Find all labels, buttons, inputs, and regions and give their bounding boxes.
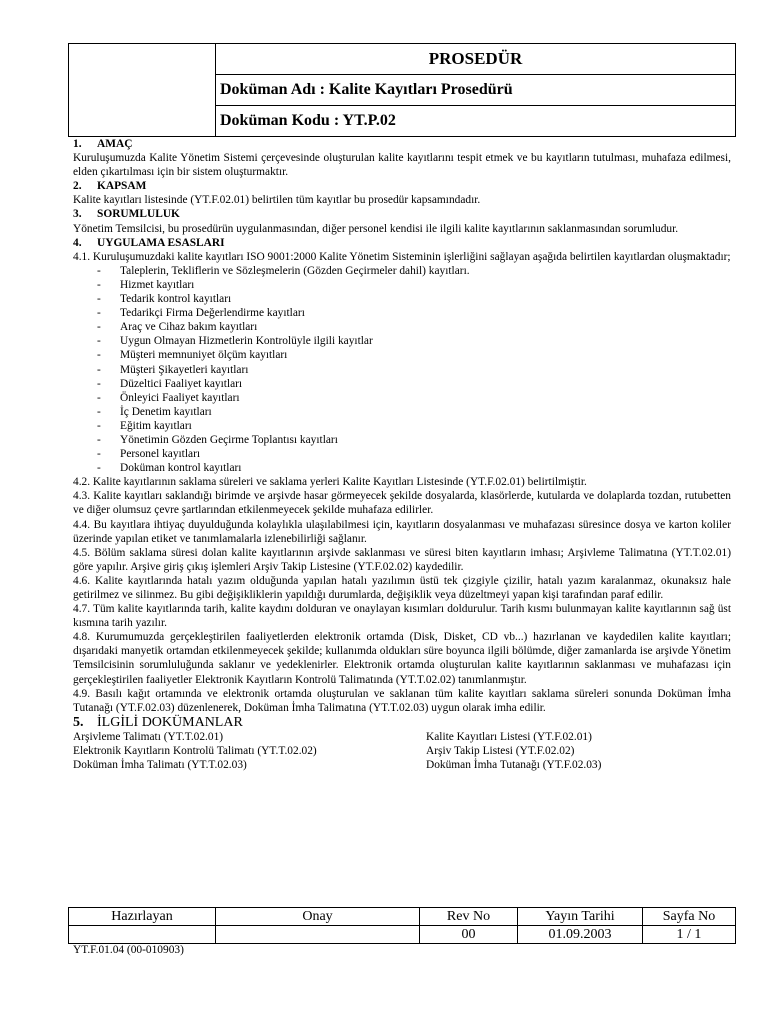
related-doc-item: Doküman İmha Talimatı (YT.T.02.03) (73, 759, 247, 772)
list-item: - Müşteri memnuniyet ölçüm kayıtları (73, 348, 731, 362)
list-item: - Taleplerin, Tekliflerin ve Sözleşmelerin (Gözden Geçirmeler dahil) kayıtları. (73, 264, 731, 278)
paragraph-4-2: 4.2. Kalite kayıtlarının saklama süreleri ve saklama yerleri Kalite Kayıtları Listesinde (YT.F.02.01) belirtilmiştir. (73, 476, 587, 489)
rev-no-value: 00 (420, 926, 518, 944)
table-row (69, 908, 736, 926)
list-item: - Eğitim kayıtları (73, 419, 731, 433)
paragraph-4-9: 4.9. Basılı kağıt ortamında ve elektronik ortamda oluşturulan ve saklanan tüm kalite kayıtları saklama süreleri sonunda Doküman İmha Tutanağı (YT.F.02.03) düzenlenerek, Doküman İmha Talimatına (YT.T.02.03) uygun olarak imha edilir. (73, 687, 731, 714)
paragraph-4-3: 4.3. Kalite kayıtları saklandığı birimde ve arşivde hasar görmeyecek şekilde dosyalarda, klasörlerde, kutularda ve dolaplarda tozdan, rutubetten ve diğer olumsuz çevre şartlarından etkilenmeyecek şekilde muhafaza edilirler. (73, 490, 731, 517)
document-code: Doküman Kodu : YT.P.02 (216, 106, 736, 137)
document-header (68, 43, 736, 137)
list-item: - Önleyici Faaliyet kayıtları (73, 391, 731, 405)
list-item: - Personel kayıtları (73, 447, 731, 461)
form-code: YT.F.01.04 (00-010903) (73, 944, 184, 956)
list-item: - Doküman kontrol kayıtları (73, 461, 731, 475)
list-item: - Hizmet kayıtları (73, 278, 731, 292)
column-header-sayfa-no: Sayfa No (643, 908, 736, 926)
column-header-rev-no: Rev No (420, 908, 518, 926)
approval-table (68, 907, 736, 944)
list-item: - Araç ve Cihaz bakım kayıtları (73, 320, 731, 334)
hazirlayan-value (69, 926, 216, 944)
paragraph-4-7: 4.7. Tüm kalite kayıtlarında tarih, kalite kaydını dolduran ve onaylayan kısımları doldurulur. Tarih kısmı bulunmayan kalite kayıtlarının sağ üst kısmına tarih yazılır. (73, 603, 731, 630)
section-heading-uygulama: 4. UYGULAMA ESASLARI (73, 236, 225, 249)
section-text-kapsam: Kalite kayıtları listesinde (YT.F.02.01) belirtilen tüm kayıtlar bu prosedür kapsamındadır. (73, 194, 481, 207)
document-name: Doküman Adı : Kalite Kayıtları Prosedürü (216, 75, 736, 106)
table-row (69, 926, 736, 944)
document-body (73, 137, 731, 772)
related-documents (73, 730, 731, 772)
section-intro-uygulama: 4.1. Kuruluşumuzdaki kalite kayıtları ISO 9001:2000 Kalite Yönetim Sisteminin işlerliğini sağlayan aşağıda belirtilen kayıtlardan oluşmaktadır; (73, 250, 731, 263)
related-doc-item: Doküman İmha Tutanağı (YT.F.02.03) (426, 759, 602, 772)
list-item: - Uygun Olmayan Hizmetlerin Kontrolüyle ilgili kayıtlar (73, 334, 731, 348)
paragraph-4-8: 4.8. Kurumumuzda gerçekleştirilen faaliyetlerden elektronik ortamda (Disk, Disket, CD vb...) hazırlanan ve kaydedilen kalite kayıtları; dışarıdaki manyetik ortamdan etkilenmeyecek şekilde; kullanımda oldukları süre boyunca ilgili bölümde, diğer zamanlarda ise arşivde Yönetim Temsilcisinin sorumluluğunda saklanır ve yedeklenirler. Elektronik ortamda oluşturulan kalite kayıtlarının saklanması ve muhafazası için gerçekleştirilen faaliyetler Elektronik Kayıtların Kontrolü Talimatında (YT.T.02.02) tanımlanmıştır. (73, 631, 731, 686)
sayfa-no-value: 1 / 1 (643, 926, 736, 944)
related-doc-item: Elektronik Kayıtların Kontrolü Talimatı (YT.T.02.02) (73, 744, 317, 757)
column-header-hazirlayan: Hazırlayan (69, 908, 216, 926)
list-item: - Tedarikçi Firma Değerlendirme kayıtları (73, 306, 731, 320)
document-type-title: PROSEDÜR (216, 44, 736, 75)
list-item: - Düzeltici Faaliyet kayıtları (73, 377, 731, 391)
section-heading-ilgili: 5. İLGİLİ DOKÜMANLAR (73, 714, 243, 730)
onay-value (216, 926, 420, 944)
related-doc-item: Arşiv Takip Listesi (YT.F.02.02) (426, 744, 575, 757)
section-heading-kapsam: 2. KAPSAM (73, 180, 147, 193)
paragraph-4-4: 4.4. Bu kayıtlara ihtiyaç duyulduğunda kolaylıkla ulaşılabilmesi için, kayıtların dosyalanması ve muhafazası süresince dosya ve karton koliler üzerinde yapılan etiket ve tanımlamalarla izlenebilirliği sağlanır. (73, 518, 731, 545)
related-doc-item: Arşivleme Talimatı (YT.T.02.01) (73, 730, 224, 743)
record-type-list (73, 264, 731, 475)
paragraph-4-5: 4.5. Bölüm saklama süresi dolan kalite kayıtlarının arşivde saklanması ve süresi biten kayıtların imhası; Arşivleme Talimatına (YT.T.02.01) göre yapılır. Arşive giriş çıkış işlemleri Arşiv Takip Listesine (YT.F.02.02) kaydedilir. (73, 546, 731, 573)
related-doc-item: Kalite Kayıtları Listesi (YT.F.02.01) (426, 730, 592, 743)
section-text-amac: Kuruluşumuzda Kalite Yönetim Sistemi çerçevesinde oluşturulan kalite kayıtlarını tespit etmek ve bu kayıtların tutulması, muhafaza edilmesi, elden çıkartılması için bir sistem oluşturmaktır. (73, 152, 731, 179)
list-item: - Yönetimin Gözden Geçirme Toplantısı kayıtları (73, 433, 731, 447)
section-heading-sorumluluk: 3. SORUMLULUK (73, 208, 180, 221)
section-text-sorumluluk: Yönetim Temsilcisi, bu prosedürün uygulanmasından, diğer personel kendisi ile ilgili kalite kayıtlarının saklanmasından sorumludur. (73, 222, 679, 235)
column-header-onay: Onay (216, 908, 420, 926)
list-item: - Tedarik kontrol kayıtları (73, 292, 731, 306)
list-item: - İç Denetim kayıtları (73, 405, 731, 419)
column-header-yayin-tarihi: Yayın Tarihi (518, 908, 643, 926)
section-heading-amac: 1. AMAÇ (73, 138, 133, 150)
logo-placeholder-cell (69, 44, 216, 137)
list-item: - Müşteri Şikayetleri kayıtları (73, 363, 731, 377)
yayin-tarihi-value: 01.09.2003 (518, 926, 643, 944)
paragraph-4-6: 4.6. Kalite kayıtlarında hatalı yazım olduğunda yapılan hatalı yazılımın üstü tek çizgiyle çizilir, hatalı yazım karalanmaz, okunaksız hale getirilmez ve silinmez. Bu gibi değişikliklerin yapıldığı durumlarda, değişiklik veya düzeltmeyi yapan kişi tarafından paraf edilir. (73, 574, 731, 601)
